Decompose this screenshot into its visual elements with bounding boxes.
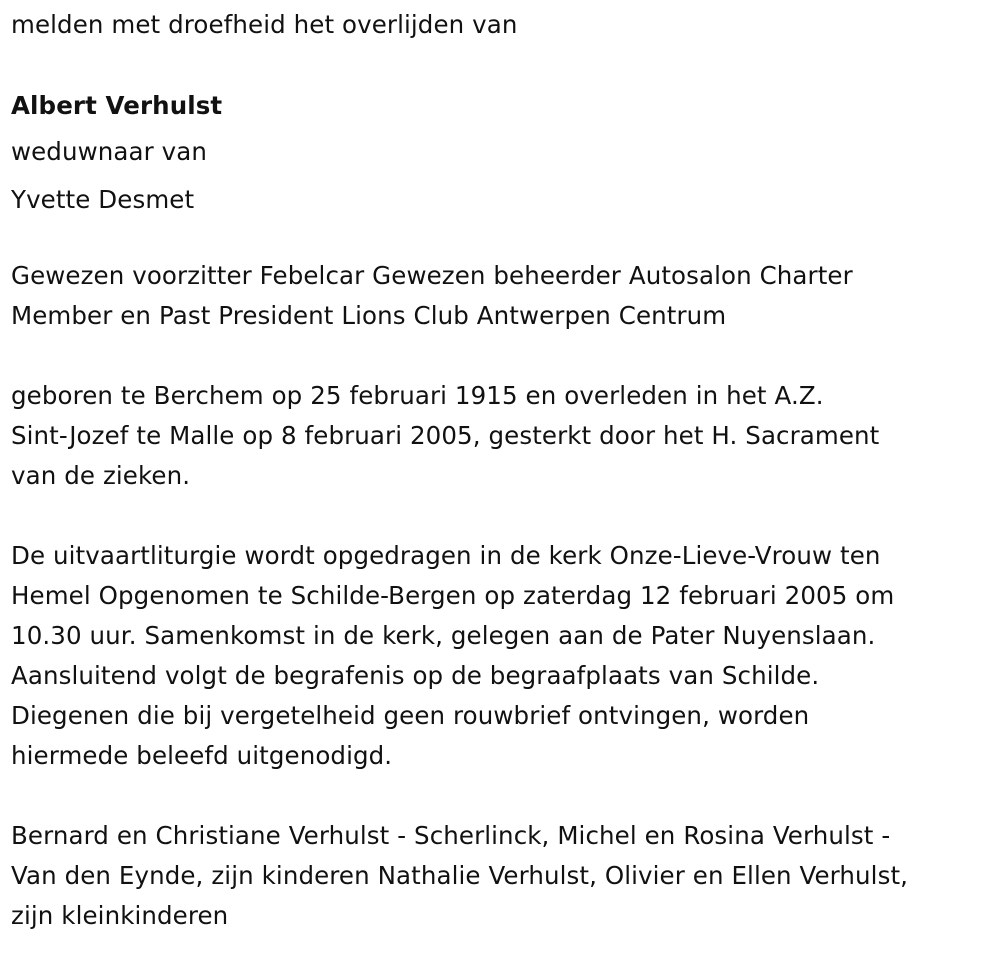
family-line: Bernard en Christiane Verhulst - Scherlinck, Michel en Rosina Verhulst - [11, 821, 891, 850]
spouse-name: Yvette Desmet [11, 185, 195, 214]
positions-line: Member en Past President Lions Club Antwerpen Centrum [11, 301, 727, 330]
family-paragraph [11, 816, 991, 936]
life-paragraph [11, 376, 991, 496]
life-line: van de zieken. [11, 461, 191, 490]
intro-text: melden met droefheid het overlijden van [11, 10, 518, 39]
funeral-line: Hemel Opgenomen te Schilde-Bergen op zaterdag 12 februari 2005 om [11, 581, 895, 610]
obituary-document [11, 0, 991, 936]
spacer [11, 776, 991, 816]
funeral-line: Aansluitend volgt de begrafenis op de begraafplaats van Schilde. [11, 661, 820, 690]
life-line: geboren te Berchem op 25 februari 1915 en overleden in het A.Z. [11, 381, 824, 410]
deceased-name: Albert Verhulst [11, 91, 223, 120]
life-line: Sint-Jozef te Malle op 8 februari 2005, gesterkt door het H. Sacrament [11, 421, 880, 450]
relation-text: weduwnaar van [11, 137, 207, 166]
spacer [11, 336, 991, 376]
positions-paragraph [11, 256, 991, 336]
family-line: zijn kleinkinderen [11, 901, 229, 930]
family-line: Van den Eynde, zijn kinderen Nathalie Verhulst, Olivier en Ellen Verhulst, [11, 861, 909, 890]
spacer [11, 496, 991, 536]
spacer [11, 50, 991, 80]
funeral-paragraph [11, 536, 991, 776]
funeral-line: De uitvaartliturgie wordt opgedragen in de kerk Onze-Lieve-Vrouw ten [11, 541, 881, 570]
spacer [11, 224, 991, 256]
funeral-line: hiermede beleefd uitgenodigd. [11, 741, 393, 770]
funeral-line: Diegenen die bij vergetelheid geen rouwbrief ontvingen, worden [11, 701, 810, 730]
positions-line: Gewezen voorzitter Febelcar Gewezen beheerder Autosalon Charter [11, 261, 853, 290]
funeral-line: 10.30 uur. Samenkomst in de kerk, gelegen aan de Pater Nuyenslaan. [11, 621, 876, 650]
